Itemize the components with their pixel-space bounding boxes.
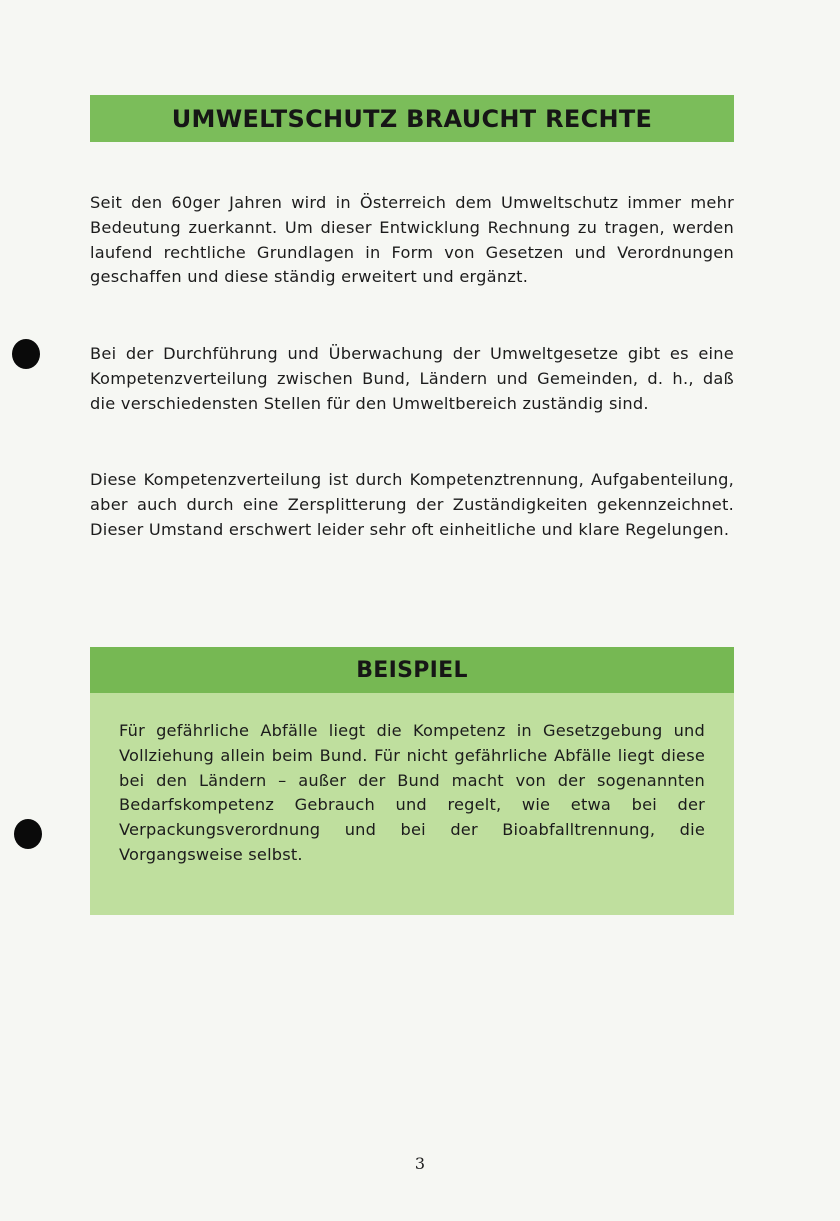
punch-hole-top xyxy=(12,339,40,369)
page-number: 3 xyxy=(414,1154,426,1173)
example-heading: BEISPIEL xyxy=(356,657,468,683)
paragraph-intro: Seit den 60ger Jahren wird in Österreich dem Umweltschutz immer mehr Bedeutung zuerkannt. Um dieser Entwicklung Rechnung zu tragen, werden laufend rechtliche Grundlagen in Form von Gesetzen und Verordnungen geschaffen und diese ständig erweitert und ergänzt. xyxy=(90,193,734,287)
title-banner xyxy=(90,95,734,142)
example-text: Für gefährliche Abfälle liegt die Kompetenz in Gesetzgebung und Vollziehung allein beim Bund. Für nicht gefährliche Abfälle liegt diese bei den Ländern – außer der Bund macht von der sogenannten Bedarfskompetenz Gebrauch und regelt, wie etwa bei der Verpackungsverordnung und bei der Bioabfalltrennung, die Vorgangsweise selbst. xyxy=(119,721,705,864)
paragraph-competence: Bei der Durchführung und Überwachung der Umweltgesetze gibt es eine Kompetenzverteilung zwischen Bund, Ländern und Gemeinden, d. h., daß die verschiedensten Stellen für den Umweltbereich zuständig sind. xyxy=(90,344,734,413)
example-header xyxy=(90,647,734,693)
example-box xyxy=(90,647,734,915)
paragraph-fragmentation: Diese Kompetenzverteilung ist durch Kompetenztrennung, Aufgabenteilung, aber auch durch eine Zersplitterung der Zuständigkeiten gekennzeichnet. Dieser Umstand erschwert leider sehr oft einheitliche und klare Regelungen. xyxy=(90,470,734,539)
punch-hole-bottom xyxy=(14,819,42,849)
page-title: UMWELTSCHUTZ BRAUCHT RECHTE xyxy=(171,104,653,133)
